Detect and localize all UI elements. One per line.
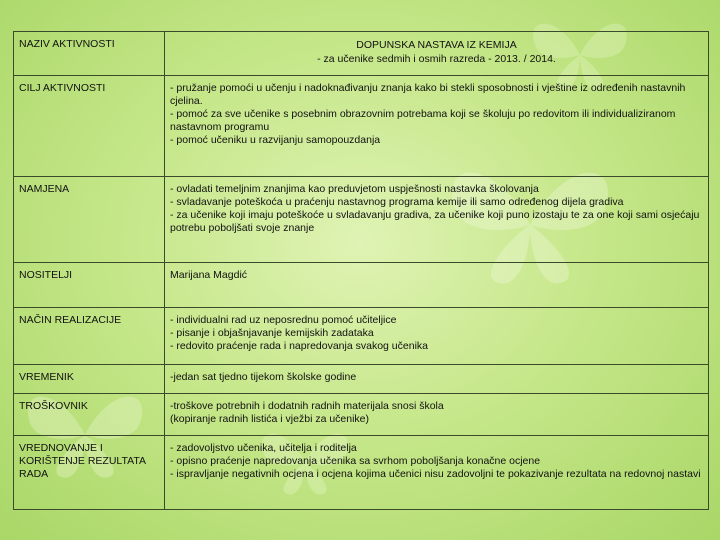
row-label: NAČIN REALIZACIJE [14, 308, 165, 365]
activity-plan-table [13, 31, 709, 510]
row-label: NOSITELJI [14, 263, 165, 308]
value-line: - ispravljanje negativnih ocjena i ocjena kojima učenici nisu zadovoljni te pokazivanje rezultata na redovnoj nastavi [170, 468, 701, 480]
title-line: - za učenike sedmih i osmih razreda - 2013. / 2014. [317, 53, 556, 65]
value-line: Marijana Magdić [170, 269, 248, 281]
value-line: - pomoć učeniku u razvijanju samopouzdanja [170, 134, 381, 146]
value-line: - zadovoljstvo učenika, učitelja i roditelja [170, 442, 357, 454]
value-line: - ovladati temeljnim znanjima kao preduvjetom uspješnosti nastavka školovanja [170, 183, 539, 195]
value-line: - redovito praćenje rada i napredovanja svakog učenika [170, 340, 428, 352]
value-line: (kopiranje radnih listića i vježbi za učenike) [170, 413, 370, 425]
row-value [165, 394, 709, 436]
value-line: - pisanje i objašnjavanje kemijskih zadataka [170, 327, 374, 339]
value-line: - individualni rad uz neposrednu pomoć učiteljice [170, 314, 397, 326]
value-line: - pomoć za sve učenike s posebnim obrazovnim potrebama koji se školuju po redovitom ili individualiziranom nastavnom programu [170, 108, 676, 133]
row-value [165, 177, 709, 263]
row-label: CILJ AKTIVNOSTI [14, 76, 165, 177]
row-label: VREMENIK [14, 365, 165, 394]
row-value [165, 76, 709, 177]
value-line: - za učenike koji imaju poteškoće u svladavanju gradiva, za učenike koji puno izostaju te za one koji sami osjećaju potrebu poboljšati svoje znanje [170, 209, 700, 234]
table-row [14, 394, 709, 436]
table-row [14, 308, 709, 365]
value-line: -troškove potrebnih i dodatnih radnih materijala snosi škola [170, 400, 444, 412]
table-row [14, 365, 709, 394]
row-label: TROŠKOVNIK [14, 394, 165, 436]
row-value [165, 436, 709, 510]
title-line: DOPUNSKA NASTAVA IZ KEMIJA [356, 39, 517, 51]
row-value [165, 263, 709, 308]
table-row [14, 76, 709, 177]
row-label: NAMJENA [14, 177, 165, 263]
activity-title [165, 32, 709, 76]
row-value [165, 365, 709, 394]
value-line: - opisno praćenje napredovanja učenika sa svrhom poboljšanja konačne ocjene [170, 455, 541, 467]
row-value [165, 308, 709, 365]
value-line: -jedan sat tjedno tijekom školske godine [170, 371, 357, 383]
row-label: NAZIV AKTIVNOSTI [14, 32, 165, 76]
row-label: VREDNOVANJE I KORIŠTENJE REZULTATA RADA [14, 436, 165, 510]
table-row [14, 436, 709, 510]
table-row [14, 32, 709, 76]
value-line: - svladavanje poteškoća u praćenju nastavnog programa kemije ili samo određenog dijela gradiva [170, 196, 624, 208]
value-line: - pružanje pomoći u učenju i nadoknađivanju znanja kako bi stekli sposobnosti i vještine iz određenih nastavnih cjelina. [170, 82, 686, 107]
table-row [14, 177, 709, 263]
table-row [14, 263, 709, 308]
